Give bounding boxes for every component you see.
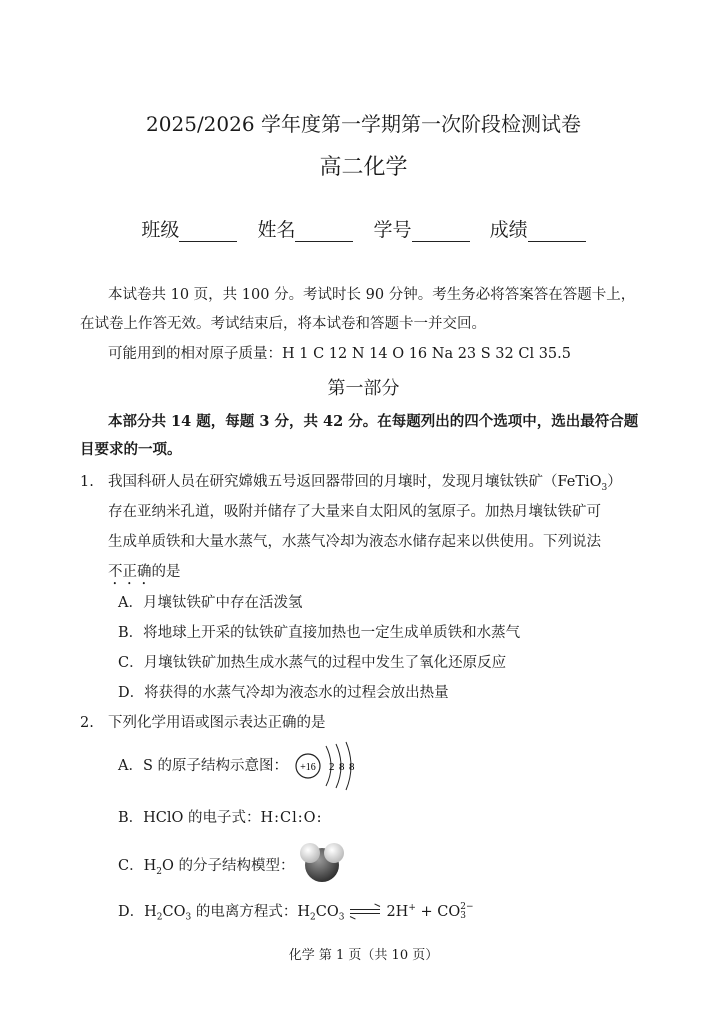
shell-count-1: 2 (329, 761, 335, 773)
q1-emphasis: 不正确 (108, 564, 152, 580)
q2-option-c-pre: C．H (118, 858, 157, 874)
q2-option-c-post: O 的分子结构模型： (161, 858, 295, 874)
q2-option-c-sub: 2 (156, 866, 162, 877)
page-footer: 化学 第 1 页（共 10 页） (288, 948, 439, 963)
field-name-blank (295, 221, 353, 242)
q2-option-d-sub3: 3 (185, 912, 192, 923)
section-title: 第一部分 (327, 378, 400, 399)
field-class-blank (179, 221, 237, 242)
field-score-label: 成绩 (489, 219, 528, 241)
carbonate-sub3: 3 (460, 910, 466, 921)
q1-line-3: 生成单质铁和大量水蒸气，水蒸气冷却为液态水储存起来以供使用。下列说法 (108, 534, 601, 550)
instruction-line-1: 本试卷共 10 页，共 100 分。考试时长 90 分钟。考生务必将答案答在答题卡上， (108, 287, 636, 303)
hclo-electron-formula: H:Cl:O: (260, 810, 323, 826)
eq-right-co: + CO (415, 903, 461, 920)
field-score-blank (528, 221, 586, 242)
q1-line-1 (108, 472, 622, 498)
q2-option-b (118, 808, 322, 828)
eq-left-h: H (297, 903, 310, 920)
field-class-label: 班级 (141, 219, 180, 241)
hydrogen-atom-left (300, 843, 320, 863)
eq-left-sub3: 3 (338, 912, 345, 923)
q2-option-b-text: B．HClO 的电子式： (118, 810, 261, 826)
section-intro-2: 目要求的一项。 (80, 441, 182, 458)
carbonate-scripts (460, 903, 473, 921)
q1-line-1-text: 我国科研人员在研究嫦娥五号返回器带回的月壤时，发现月壤钛铁矿（FeTiO (108, 474, 602, 490)
eq-left-co: CO (315, 903, 339, 920)
exam-subtitle: 高二化学 (319, 155, 408, 180)
water-molecule-model (296, 838, 348, 886)
q1-close-paren: ） (607, 474, 622, 490)
shell-count-2: 8 (339, 761, 345, 773)
eq-right-sup-plus: + (408, 903, 416, 913)
instruction-line-2: 在试卷上作答无效。考试结束后，将本试卷和答题卡一并交回。 (80, 316, 486, 332)
q1-line-4 (108, 562, 181, 588)
q2-option-d-post: 的电离方程式： (191, 903, 298, 920)
q2-option-c (118, 856, 294, 882)
equilibrium-arrow (350, 905, 380, 919)
q2-stem: 下列化学用语或图示表达正确的是 (108, 715, 326, 731)
q1-line-2: 存在亚纳米孔道，吸附并储存了大量来自太阳风的氢原子。加热月壤钛铁矿可 (108, 504, 601, 520)
section-intro-1: 本部分共 14 题，每题 3 分，共 42 分。在每题列出的四个选项中，选出最符合题 (108, 413, 639, 430)
q1-number: 1. (80, 474, 94, 490)
eq-left-sub2: 2 (310, 912, 316, 923)
q2-number: 2. (80, 715, 94, 731)
field-name-label: 姓名 (257, 219, 296, 241)
q2-option-d (118, 898, 474, 928)
q2-option-a: A．S 的原子结构示意图： (118, 758, 289, 774)
q1-sub: 3 (601, 482, 608, 493)
eq-right-2h: 2H (386, 903, 409, 920)
student-info-row (0, 215, 727, 242)
q1-option-c: C．月壤钛铁矿加热生成水蒸气的过程中发生了氧化还原反应 (118, 655, 507, 671)
q1-option-d: D．将获得的水蒸气冷却为液态水的过程会放出热量 (118, 685, 449, 701)
carbonate-charge: 2− (460, 901, 474, 912)
q1-option-b: B．将地球上开采的钛铁矿直接加热也一定生成单质铁和水蒸气 (118, 625, 521, 641)
q2-option-d-sub2: 2 (156, 912, 163, 923)
q2-option-d-mid: CO (162, 903, 186, 920)
shell-count-3: 8 (349, 761, 355, 773)
sulfur-atom-diagram (292, 738, 362, 794)
q1-option-a: A．月壤钛铁矿中存在活泼氢 (118, 595, 303, 611)
exam-title: 2025/2026 学年度第一学期第一次阶段检测试卷 (146, 112, 581, 136)
q2-option-d-pre: D．H (118, 903, 157, 920)
nucleus-charge: +16 (300, 762, 316, 773)
q1-tail: 的是 (151, 564, 181, 580)
field-id-label: 学号 (373, 219, 412, 241)
atomic-mass-line: 可能用到的相对原子质量：H 1 C 12 N 14 O 16 Na 23 S 32 Cl 35.5 (108, 346, 571, 362)
field-id-blank (412, 221, 470, 242)
hydrogen-atom-right (324, 843, 344, 863)
